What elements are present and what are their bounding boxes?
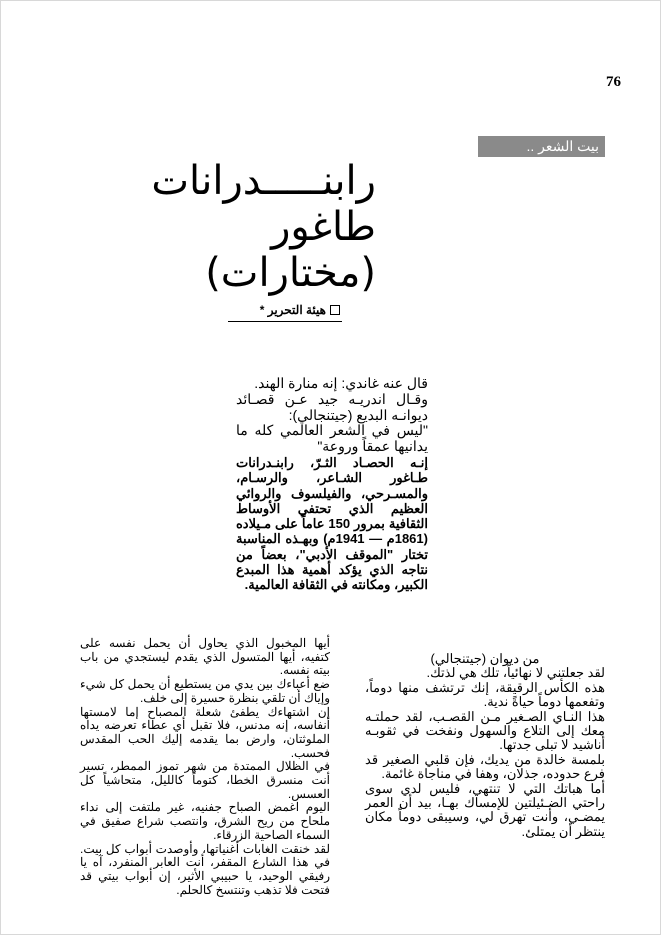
poem-line: إن اشتهاءك يطفئ شعلة المصباح إما لامستها أنفاسه، إنه مدنس، فلا تقبل أي عطاء تعرضه يداه الملوثتان، وارض بما يقدمه إليك الحب المقدس فحسب. xyxy=(80,704,330,760)
intro-block xyxy=(236,376,428,593)
checkbox-square-icon xyxy=(330,305,340,315)
title-line-1: رابنـــــدرانات xyxy=(151,158,376,204)
poem-line: ضع أعباءك بين يدي من يستطيع أن يحمل كل شيء وإياك أن تلقي بنظرة حسيرة إلى خلف. xyxy=(80,677,330,705)
author-byline xyxy=(232,302,340,320)
intro-quote-text: "ليس في الشعر العالمي كله ما يدانيها عمقاً وروعة" xyxy=(236,422,428,455)
intro-quote-gide: وقـال اندريـه جيد عـن قصـائد ديوانـه البديع (جيتنجالي): xyxy=(236,390,428,423)
intro-body: إنـه الحصـاد الثـرّ، رابنـدرانات طـاغور الشـاعر، والرسـام، والمسـرحي، والفيلسوف والروائي العظيم الذي تحتفي الأوساط الثقافية بمرور 150 عاماً على مـيلاده (1861م — 1941م) وبهـذه المناسبة تختار "الموقف الأدبي"، بعضاً من نتاجه الذي يؤكد أهمية هذا المبدع الكبير، ومكانته في الثقافة العالمية. xyxy=(236,454,428,593)
poem-source: من ديوان (جيتنجالي) xyxy=(430,651,540,666)
poem-line: لقد خنقت الغابات أغنياتها، وأوصدت أبواب كل بيت. في هذا الشارع المقفر، أنت العابر المنفرد، آه يا رفيقي الوحيد، يا حبيبي الأثير، إن أبواب بيتي قد فتحت فلا تذهب وتنتسخ كالحلم. xyxy=(80,841,330,897)
poem-line: هذه الكأس الرقيقة، إنك ترتشف منها دوماً، وتفعمها دوماً حياةً ندية. xyxy=(365,679,605,710)
poem-line: اليوم اغمض الصباح جفنيه، غير ملتفت إلى نداء ملحاح من ريح الشرق، وانتصب شراع صفيق في السماء الصاحية الزرقاء. xyxy=(80,800,330,842)
poem-column-right xyxy=(365,652,605,839)
title-line-2: طاغور xyxy=(271,204,376,250)
poem-line: أما هباتك التي لا تنتهي، فليس لدي سوى راحتي الضـئيلتين للإمساك بهـا، بيد أن العمر يمضـي، وأنت تهرق لي، وسيبقى دوماً مكان ينتظر أن يمتلئ. xyxy=(365,780,605,839)
intro-quote-gandhi: قال عنه غاندي: إنه منارة الهند. xyxy=(254,375,428,391)
poem-column-left xyxy=(80,637,330,897)
poem-line: بلمسة خالدة من يديك، فإن قلبي الصغير قد فرع حدوده، جذلان، وهفا في مناجاة غائمة. xyxy=(365,751,605,782)
poem-line: في الظلال الممتدة من شهر تموز الممطر، تسير أنت منسرق الخطا، كتوماً كالليل، متحاشياً كل العسس. xyxy=(80,759,330,801)
title-line-3: (مختارات) xyxy=(205,250,376,296)
poem-line: هذا النـاي الصـغير مـن القصـب، لقد حملتـه معك إلى التلاع والسهول ونفخت في ثقوبـه أناشيد لا تبلى جدتها. xyxy=(365,708,605,753)
author-name: هيئة التحرير * xyxy=(259,303,326,317)
page-number: 76 xyxy=(606,74,621,90)
article-title xyxy=(56,158,376,296)
poem-line: لقد جعلتني لا نهائياً، تلك هي لذتك. xyxy=(426,665,605,681)
section-tag: بيت الشعر .. xyxy=(478,136,605,157)
poem-line: أيها المخبول الذي يحاول أن يحمل نفسه على كتفيه، أيها المتسول الذي يقدم ليستجدي من باب بيته نفسه. xyxy=(80,636,330,678)
author-underline xyxy=(228,321,342,322)
